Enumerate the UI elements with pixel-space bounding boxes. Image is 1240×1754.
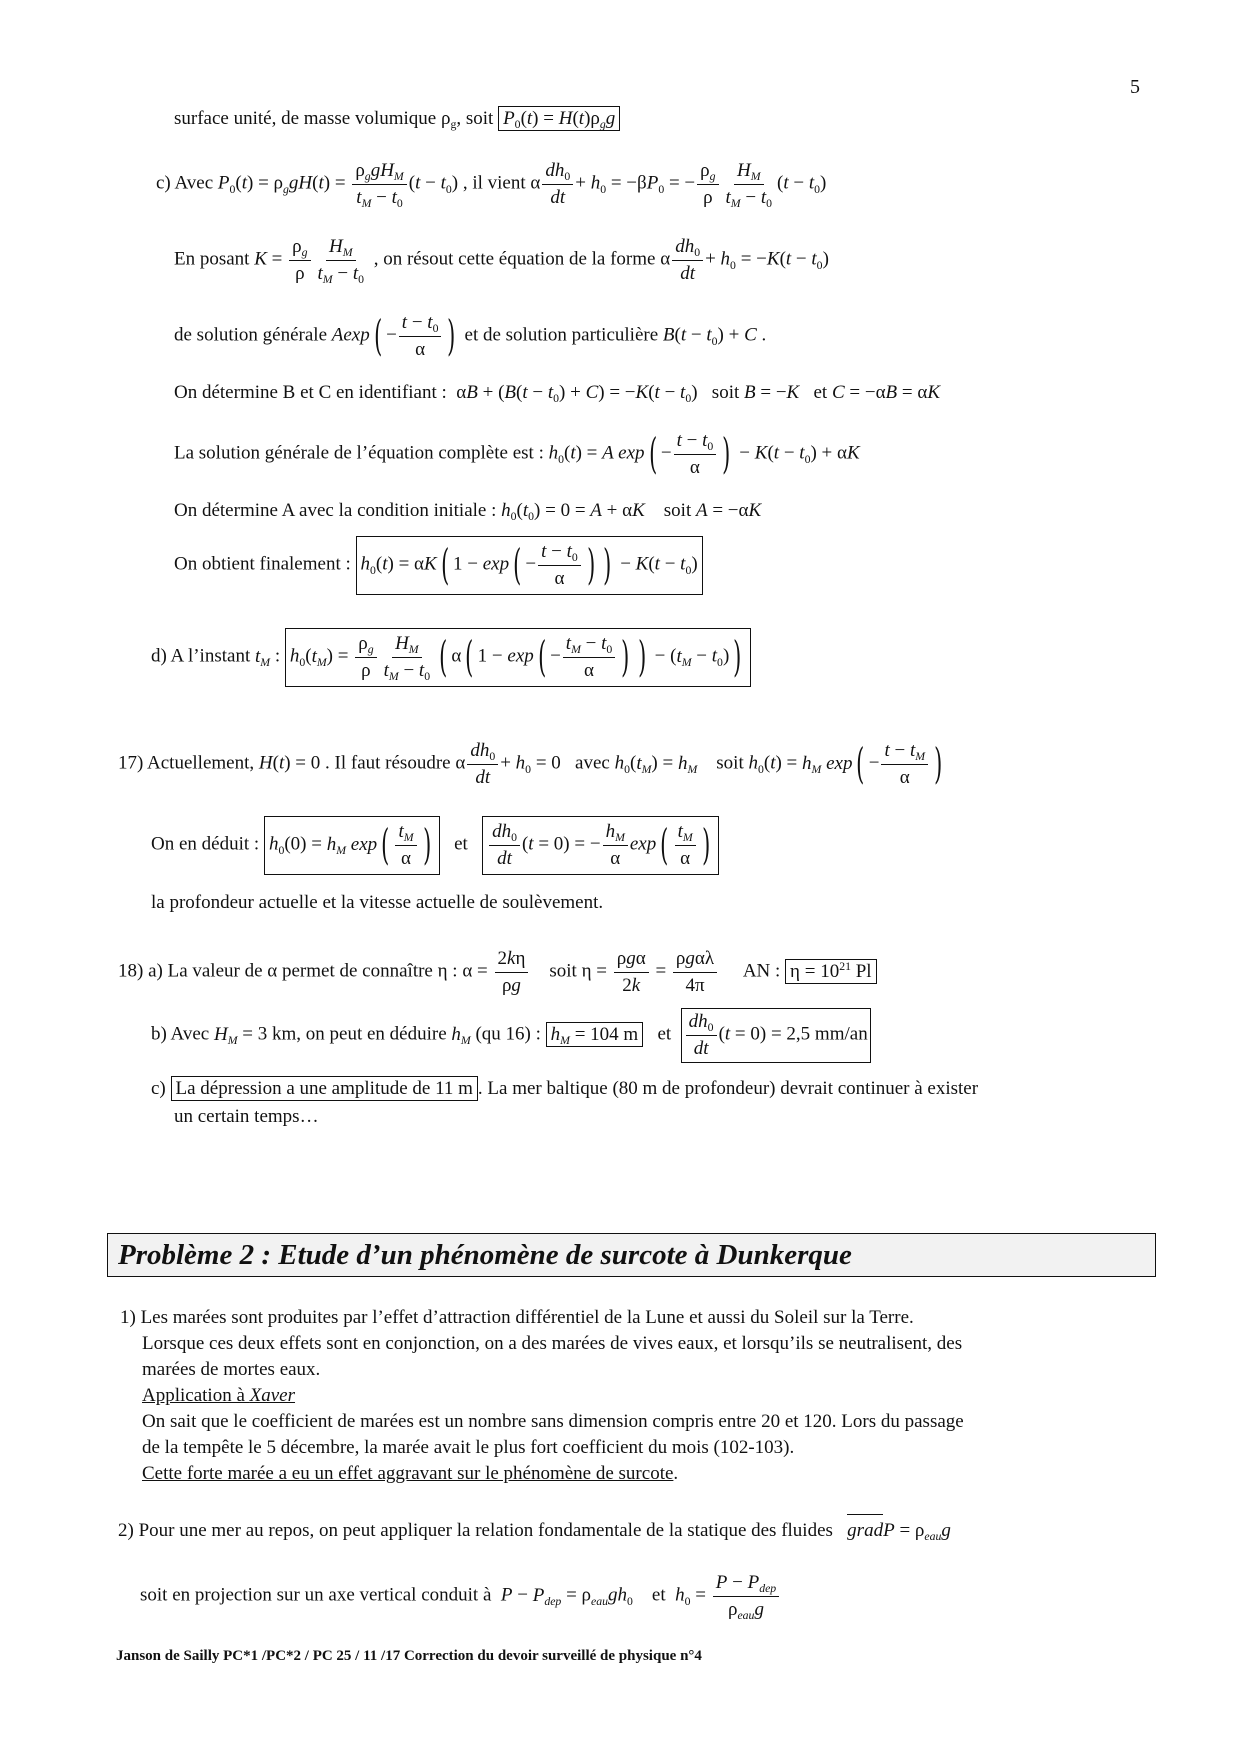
boxed-p0-formula: $P_0(t) = H(t)\rho_gg$ xyxy=(498,106,620,131)
fraction: $\frac{dh_0}{dt}$ xyxy=(686,1011,717,1060)
boxed-depression: La dépression a une amplitude de 11 m xyxy=(171,1076,478,1101)
line-q17: 17) Actuellement, H(t) = 0 . Il faut résoudre α $\frac{dh_0}{dt}$ + $h_0 = 0$ avec $h_0(t_M) = h_M$ soit $h_0(t) = h_M$ exp( − $\frac{t - t_M}{\alpha}$ ) xyxy=(118,739,943,789)
line-solution-complete: La solution générale de l’équation complète est : $h_0(t) = A$ exp( − $\frac{t - t_0}{\alpha}$ ) − $K(t - t_0) + \alpha K$ xyxy=(174,429,860,479)
fraction: $\frac{H_M}{t_M - t_0}$ xyxy=(725,160,772,210)
fraction: $\frac{h_M}{\alpha}$ xyxy=(603,821,628,870)
fraction: $\frac{\rho_ggH_M}{t_M - t_0}$ xyxy=(352,160,406,209)
line-c-avec: c) Avec $P_0(t) = \rho_ggH(t)$ = $\frac{\rho_ggH_M}{t_M - t_0}$ $(t - t_0)$ , il vient α $\frac{dh_0}{dt}$ + $h_0 = -\beta P_0$ = − $\frac{\rho_g}{\rho}$ $\frac{H_M}{t_M - t_0}$ $(t - t_0)$ xyxy=(156,160,827,210)
fraction: $\frac{dh_0}{dt}$ xyxy=(467,740,498,789)
fraction: $\frac{t - t_0}{\alpha}$ xyxy=(674,430,717,479)
fraction: $\frac{dh_0}{dt}$ xyxy=(672,236,703,285)
line-q18b: b) Avec $H_M = 3$ km, on peut en déduire $h_M$ (qu 16) : $h_M = 104$ m et $\frac{dh_0}{dt}$ (t = 0) = 2,5 mm/an xyxy=(151,1008,871,1063)
line-q18c: c) La dépression a une amplitude de 11 m . La mer baltique (80 m de profondeur) devrait continuer à exister xyxy=(151,1078,979,1099)
line-q17-deduit: On en déduit : $h_0(0) = h_M$ exp( $\frac{t_M}{\alpha}$ ) et $\frac{dh_0}{dt}$ (t = 0) = − $\frac{h_M}{\alpha}$ exp( $\frac{t_M}{\alpha}$ ) xyxy=(151,816,719,875)
boxed-hm-value: $h_M = 104$ m xyxy=(546,1022,644,1047)
fraction: $\frac{t_M}{\alpha}$ xyxy=(675,821,696,870)
q1-line3: marées de mortes eaux. xyxy=(142,1359,321,1380)
footer: Janson de Sailly PC*1 /PC*2 / PC 25 / 11 /17 Correction du devoir surveillé de physique n°4 xyxy=(116,1648,702,1664)
line-q18c-2: un certain temps… xyxy=(174,1106,319,1127)
fraction: $\frac{t - t_M}{\alpha}$ xyxy=(881,740,928,789)
boxed-eta-value: $\eta = 10^{21}$ Pl xyxy=(785,959,877,984)
fraction: $\frac{\text{ρgαλ}}{4\pi}$ xyxy=(673,948,717,997)
q1-line5: de la tempête le 5 décembre, la marée avait le plus fort coefficient du mois (102-103). xyxy=(142,1437,795,1458)
boxed-final-solution: $h_0(t) = \alpha K$( 1 − exp( − $\frac{t - t_0}{\alpha}$ ) ) − $K(t - t_0)$ xyxy=(356,536,703,595)
fraction: $\frac{dh_0}{dt}$ xyxy=(542,160,573,209)
line-solution-generale: de solution générale Aexp( − $\frac{t - t_0}{\alpha}$ ) et de solution particulière $B(t - t_0) + C$ . xyxy=(174,311,767,361)
fraction: $\frac{\rho_g}{\rho}$ xyxy=(289,236,310,285)
fraction: $\frac{H_M}{t_M - t_0}$ xyxy=(383,633,431,683)
fraction: $\frac{t - t_0}{\alpha}$ xyxy=(538,541,581,590)
problem2-q2-line1: 2) Pour une mer au repos, on peut appliquer la relation fondamentale de la statique des fluides gradP = $\rho_{eau}g$ xyxy=(118,1520,951,1542)
q1-line6: Cette forte marée a eu un effet aggravant sur le phénomène de surcote. xyxy=(142,1463,679,1484)
fraction: $\frac{t_M - t_0}{\alpha}$ xyxy=(563,633,615,682)
fraction: $\frac{H_M}{t_M - t_0}$ xyxy=(317,236,364,286)
page-number: 5 xyxy=(1130,76,1140,98)
problem-title: Problème 2 : Etude d’un phénomène de surcote à Dunkerque xyxy=(118,1239,852,1271)
line-q17-conclusion: la profondeur actuelle et la vitesse actuelle de soulèvement. xyxy=(151,892,604,913)
fraction: $\frac{\rho_g}{\rho}$ xyxy=(355,633,376,682)
fraction: $\frac{dh_0}{dt}$ xyxy=(489,821,520,870)
fraction: $\frac{\rho_g}{\rho}$ xyxy=(697,160,718,209)
fraction: $\frac{t_M}{\alpha}$ xyxy=(395,821,416,870)
line-d-instant: d) A l’instant $t_M$ : $h_0(t_M)$ = $\frac{\rho_g}{\rho}$ $\frac{H_M}{t_M - t_0}$ ( α( 1 − exp( − $\frac{t_M - t_0}{\alpha}$ ) ) − $(t_M - t_0)$) xyxy=(151,628,751,687)
fraction: $\frac{2k\eta}{\rho g}$ xyxy=(495,948,529,997)
line-determine-bc: On détermine B et C en identifiant : $\alpha B + (B(t - t_0) + C) = -K(t - t_0)$ soit B = −K et C = −αB = αK xyxy=(174,382,940,406)
line-determine-a: On détermine A avec la condition initiale : $h_0(t_0) = 0 = A + \alpha K$ soit A = −αK xyxy=(174,500,762,524)
fraction: $\frac{\text{ρgα}}{2k}$ xyxy=(614,948,649,997)
boxed-h0-tm: $h_0(t_M)$ = $\frac{\rho_g}{\rho}$ $\frac{H_M}{t_M - t_0}$ ( α( 1 − exp( − $\frac{t_M - t_0}{\alpha}$ ) ) − $(t_M - t_0)$) xyxy=(285,628,751,687)
line-surface-unite: surface unité, de masse volumique $\rho_g$, soit $P_0(t) = H(t)\rho_gg$ xyxy=(174,108,620,130)
line-obtient-finalement: On obtient finalement : $h_0(t) = \alpha K$( 1 − exp( − $\frac{t - t_0}{\alpha}$ ) ) − $K(t - t_0)$ xyxy=(174,536,703,595)
boxed-rate-now: $\frac{dh_0}{dt}$ (t = 0) = − $\frac{h_M}{\alpha}$ exp( $\frac{t_M}{\alpha}$ ) xyxy=(482,816,719,875)
boxed-rate-value: $\frac{dh_0}{dt}$ (t = 0) = 2,5 mm/an xyxy=(681,1008,871,1063)
q1-application: Application à Xaver xyxy=(142,1385,296,1406)
problem2-q1 xyxy=(120,1305,1160,1487)
fraction: $\frac{P - P_{dep}}{\rho_{eau}g}$ xyxy=(713,1572,779,1621)
line-en-posant: En posant K = $\frac{\rho_g}{\rho}$ $\frac{H_M}{t_M - t_0}$ , on résout cette équation de la forme α $\frac{dh_0}{dt}$ + $h_0 = -K(t - t_0)$ xyxy=(174,236,829,286)
q1-line4: On sait que le coefficient de marées est un nombre sans dimension compris entre 20 et 120. Lors du passage xyxy=(142,1411,964,1432)
q1-line2: Lorsque ces deux effets sont en conjonction, on a des marées de vives eaux, et lorsqu’ils se neutralisent, des xyxy=(142,1333,963,1354)
fraction: $\frac{t - t_0}{\alpha}$ xyxy=(399,312,442,361)
line-q18a: 18) a) La valeur de α permet de connaître η : α = $\frac{2k\eta}{\rho g}$ soit η = $\frac{\text{ρgα}}{2k}$ = $\frac{\text{ρgαλ}}{4\pi}$ AN : $\eta = 10^{21}$ Pl xyxy=(118,948,877,997)
q1-line1: 1) Les marées sont produites par l’effet d’attraction différentiel de la Lune et aussi du Soleil sur la Terre. xyxy=(120,1307,914,1328)
problem2-q2-line2: soit en projection sur un axe vertical conduit à $P - P_{dep} = \rho_{eau}gh_0$ et $h_0$ = $\frac{P - P_{dep}}{\rho_{eau}g}$ xyxy=(140,1572,781,1621)
boxed-h0-now: $h_0(0) = h_M$ exp( $\frac{t_M}{\alpha}$ ) xyxy=(264,816,440,875)
